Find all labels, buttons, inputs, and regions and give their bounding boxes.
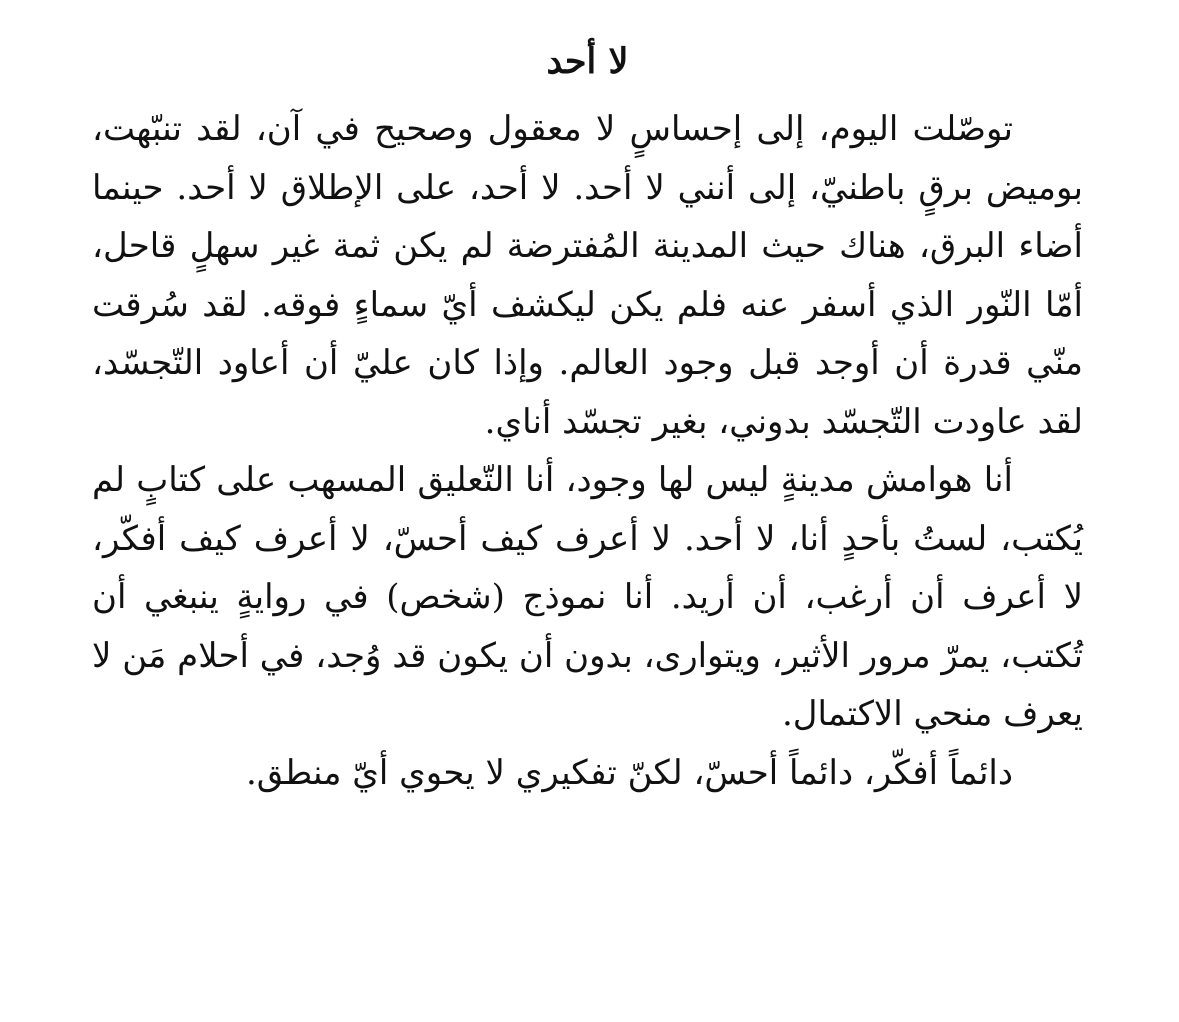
paragraph-3: دائماً أفكّر، دائماً أحسّ، لكنّ تفكيري لا يحوي أيّ منطق. [245, 752, 1013, 793]
paragraph-2: أنا هوامش مدينةٍ ليس لها وجود، أنا التّعليق المسهب على كتابٍ لم يُكتب، لستُ بأحدٍ أنا، لا أحد. لا أعرف كيف أحسّ، لا أعرف كيف أفكّر، لا أعرف أن أرغب، أن أريد. أنا نموذج (شخص) في روايةٍ ينبغي أن تُكتب، يمرّ مرور الأثير، ويتوارى، بدون أن يكون قد وُجد، في أحلام مَن لا يعرف منحي الاكتمال. [92, 460, 1083, 734]
document-title: لا أحد [546, 41, 629, 82]
paragraph-1: توصّلت اليوم، إلى إحساسٍ لا معقول وصحيح في آن، لقد تنبّهت، بوميض برقٍ باطنيّ، إلى أنني لا أحد. لا أحد، على الإطلاق لا أحد. حينما أضاء البرق، هناك حيث المدينة المُفترضة لم يكن ثمة غير سهلٍ قاحل، أمّا النّور الذي أسفر عنه فلم يكن ليكشف أيّ سماءٍ فوقه. لقد سُرقت منّي قدرة أن أوجد قبل وجود العالم. وإذا كان عليّ أن أعاود التّجسّد، لقد عاودت التّجسّد بدوني، بغير تجسّد أناي. [92, 109, 1083, 442]
